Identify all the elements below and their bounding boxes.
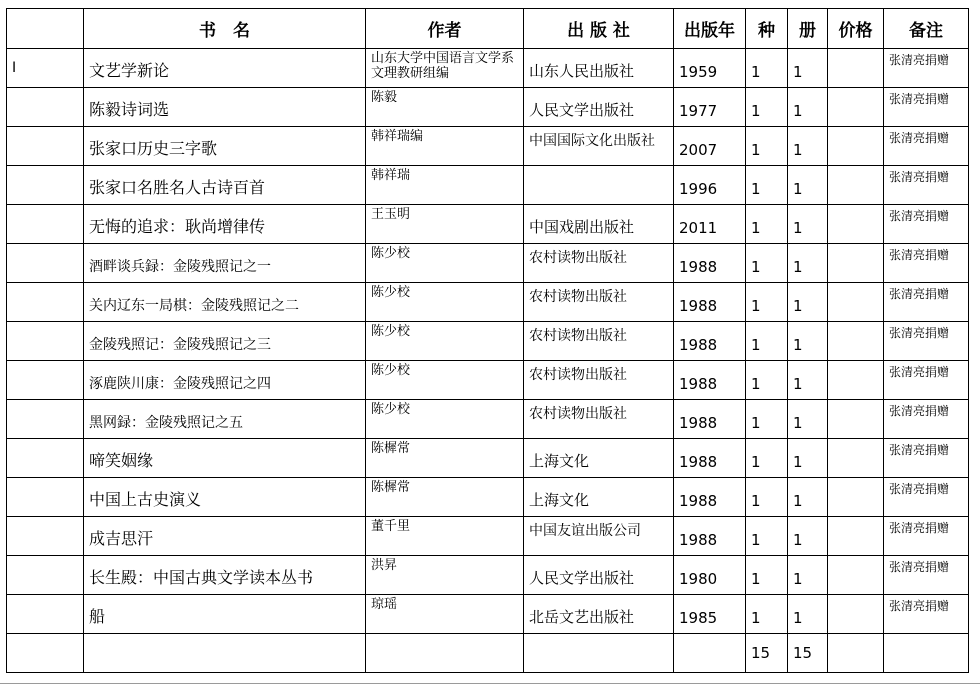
row-index (7, 595, 84, 634)
totals-price (828, 634, 884, 673)
book-price (828, 517, 884, 556)
totals-publisher (524, 634, 674, 673)
row-index: I (7, 49, 84, 88)
header-row (7, 9, 969, 49)
book-year: 1988 (674, 283, 746, 322)
book-title: 成吉思汗 (84, 517, 366, 556)
book-volumes: 1 (788, 556, 828, 595)
book-author: 陈樨常 (366, 439, 524, 478)
row-index (7, 556, 84, 595)
book-title: 张家口名胜名人古诗百首 (84, 166, 366, 205)
book-publisher: 农村读物出版社 (524, 400, 674, 439)
book-publisher: 上海文化 (524, 478, 674, 517)
book-title: 陈毅诗词选 (84, 88, 366, 127)
book-author: 王玉明 (366, 205, 524, 244)
totals-year (674, 634, 746, 673)
book-kinds: 1 (746, 517, 788, 556)
book-note: 张清亮捐赠 (884, 283, 969, 322)
book-author: 陈少校 (366, 322, 524, 361)
book-year: 1988 (674, 400, 746, 439)
book-price (828, 439, 884, 478)
book-note: 张清亮捐赠 (884, 166, 969, 205)
book-author: 陈毅 (366, 88, 524, 127)
book-price (828, 322, 884, 361)
book-price (828, 49, 884, 88)
book-kinds: 1 (746, 439, 788, 478)
book-price (828, 595, 884, 634)
row-index (7, 400, 84, 439)
book-volumes: 1 (788, 49, 828, 88)
row-index (7, 322, 84, 361)
book-volumes: 1 (788, 361, 828, 400)
book-publisher: 上海文化 (524, 439, 674, 478)
totals-note (884, 634, 969, 673)
table-row (7, 361, 969, 400)
book-year: 1988 (674, 517, 746, 556)
book-title: 长生殿：中国古典文学读本丛书 (84, 556, 366, 595)
book-year: 1988 (674, 439, 746, 478)
row-index (7, 517, 84, 556)
book-publisher: 农村读物出版社 (524, 244, 674, 283)
book-year: 1988 (674, 478, 746, 517)
book-author: 山东大学中国语言文学系文理教研组编 (366, 49, 524, 88)
book-kinds: 1 (746, 166, 788, 205)
book-note: 张清亮捐赠 (884, 400, 969, 439)
header-kinds: 种 (746, 9, 788, 49)
header-note: 备注 (884, 9, 969, 49)
book-kinds: 1 (746, 322, 788, 361)
book-price (828, 88, 884, 127)
row-index (7, 166, 84, 205)
book-year: 1980 (674, 556, 746, 595)
header-price: 价格 (828, 9, 884, 49)
book-author: 陈少校 (366, 361, 524, 400)
book-price (828, 166, 884, 205)
book-note: 张清亮捐赠 (884, 517, 969, 556)
book-volumes: 1 (788, 205, 828, 244)
book-volumes: 1 (788, 322, 828, 361)
book-price (828, 361, 884, 400)
row-index (7, 439, 84, 478)
book-price (828, 478, 884, 517)
book-publisher: 农村读物出版社 (524, 322, 674, 361)
book-kinds: 1 (746, 478, 788, 517)
table-row (7, 127, 969, 166)
book-publisher (524, 166, 674, 205)
book-note: 张清亮捐赠 (884, 478, 969, 517)
book-price (828, 283, 884, 322)
book-kinds: 1 (746, 127, 788, 166)
book-volumes: 1 (788, 127, 828, 166)
book-volumes: 1 (788, 244, 828, 283)
book-volumes: 1 (788, 166, 828, 205)
table-row (7, 322, 969, 361)
table-row (7, 439, 969, 478)
book-volumes: 1 (788, 88, 828, 127)
book-price (828, 244, 884, 283)
book-volumes: 1 (788, 595, 828, 634)
book-note: 张清亮捐赠 (884, 322, 969, 361)
book-title: 关内辽东一局棋：金陵残照记之二 (84, 283, 366, 322)
book-kinds: 1 (746, 88, 788, 127)
row-index (7, 283, 84, 322)
book-volumes: 1 (788, 283, 828, 322)
book-year: 1988 (674, 361, 746, 400)
book-author: 陈少校 (366, 283, 524, 322)
book-title: 文艺学新论 (84, 49, 366, 88)
book-title: 中国上古史演义 (84, 478, 366, 517)
header-author: 作者 (366, 9, 524, 49)
totals-volumes: 15 (788, 634, 828, 673)
totals-row (7, 634, 969, 673)
book-author: 琼瑶 (366, 595, 524, 634)
book-note: 张清亮捐赠 (884, 88, 969, 127)
book-kinds: 1 (746, 205, 788, 244)
header-year: 出版年 (674, 9, 746, 49)
book-year: 1996 (674, 166, 746, 205)
book-kinds: 1 (746, 595, 788, 634)
book-year: 1988 (674, 244, 746, 283)
book-volumes: 1 (788, 439, 828, 478)
table-row (7, 49, 969, 88)
book-author: 洪昇 (366, 556, 524, 595)
book-price (828, 127, 884, 166)
totals-author (366, 634, 524, 673)
book-volumes: 1 (788, 478, 828, 517)
book-price (828, 400, 884, 439)
book-note: 张清亮捐赠 (884, 244, 969, 283)
row-index (7, 244, 84, 283)
book-title: 无悔的追求：耿尚增律传 (84, 205, 366, 244)
book-publisher: 人民文学出版社 (524, 88, 674, 127)
book-donation-table (6, 8, 969, 673)
book-author: 韩祥瑞编 (366, 127, 524, 166)
row-index (7, 361, 84, 400)
book-kinds: 1 (746, 49, 788, 88)
header-index (7, 9, 84, 49)
header-title: 书 名 (84, 9, 366, 49)
book-kinds: 1 (746, 361, 788, 400)
table-row (7, 244, 969, 283)
book-publisher: 人民文学出版社 (524, 556, 674, 595)
book-kinds: 1 (746, 283, 788, 322)
book-publisher: 中国戏剧出版社 (524, 205, 674, 244)
header-volumes: 册 (788, 9, 828, 49)
book-year: 1959 (674, 49, 746, 88)
book-volumes: 1 (788, 400, 828, 439)
row-index (7, 478, 84, 517)
book-title: 涿鹿陕川康：金陵残照记之四 (84, 361, 366, 400)
book-year: 1988 (674, 322, 746, 361)
book-year: 2007 (674, 127, 746, 166)
book-note: 张清亮捐赠 (884, 205, 969, 244)
book-author: 陈少校 (366, 244, 524, 283)
table-row (7, 478, 969, 517)
book-publisher: 中国国际文化出版社 (524, 127, 674, 166)
book-price (828, 205, 884, 244)
book-author: 董千里 (366, 517, 524, 556)
book-year: 2011 (674, 205, 746, 244)
row-index (7, 88, 84, 127)
book-publisher: 农村读物出版社 (524, 361, 674, 400)
table-row (7, 283, 969, 322)
book-price (828, 556, 884, 595)
table-row (7, 595, 969, 634)
table-row (7, 166, 969, 205)
book-year: 1977 (674, 88, 746, 127)
book-note: 张清亮捐赠 (884, 361, 969, 400)
book-title: 金陵残照记：金陵残照记之三 (84, 322, 366, 361)
header-publisher: 出 版 社 (524, 9, 674, 49)
book-publisher: 农村读物出版社 (524, 283, 674, 322)
book-title: 黑网録：金陵残照记之五 (84, 400, 366, 439)
book-kinds: 1 (746, 244, 788, 283)
table-row (7, 556, 969, 595)
row-index (7, 127, 84, 166)
table-row (7, 205, 969, 244)
book-title: 船 (84, 595, 366, 634)
book-volumes: 1 (788, 517, 828, 556)
totals-kinds: 15 (746, 634, 788, 673)
book-note: 张清亮捐赠 (884, 439, 969, 478)
book-title: 张家口历史三字歌 (84, 127, 366, 166)
book-publisher: 北岳文艺出版社 (524, 595, 674, 634)
book-kinds: 1 (746, 556, 788, 595)
book-note: 张清亮捐赠 (884, 556, 969, 595)
book-note: 张清亮捐赠 (884, 127, 969, 166)
book-author: 陈少校 (366, 400, 524, 439)
table-row (7, 88, 969, 127)
book-title: 酒畔谈兵録：金陵残照记之一 (84, 244, 366, 283)
row-index (7, 205, 84, 244)
book-publisher: 山东人民出版社 (524, 49, 674, 88)
book-kinds: 1 (746, 400, 788, 439)
book-note: 张清亮捐赠 (884, 49, 969, 88)
table-row (7, 400, 969, 439)
book-title: 啼笑姻缘 (84, 439, 366, 478)
book-author: 陈樨常 (366, 478, 524, 517)
table-row (7, 517, 969, 556)
page-bottom-divider (0, 683, 980, 684)
totals-index (7, 634, 84, 673)
book-author: 韩祥瑞 (366, 166, 524, 205)
book-note: 张清亮捐赠 (884, 595, 969, 634)
book-publisher: 中国友谊出版公司 (524, 517, 674, 556)
totals-title (84, 634, 366, 673)
book-year: 1985 (674, 595, 746, 634)
